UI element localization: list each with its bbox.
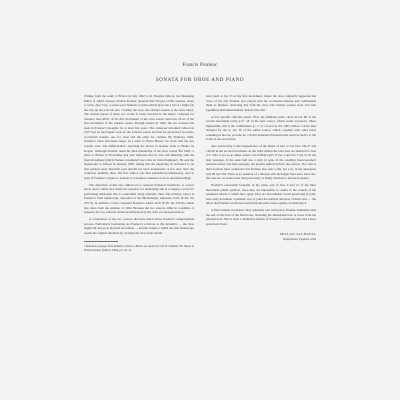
paragraph: A comparison of the two sources discloses much about Poulenc's compositional process. Particularly fascinating are Poulenc's revisions to the dynamics — the oboe begins mf and pp in the final movement — and the extent to which the later manuscript assists the original intention by carrying the oboe from certain	[84, 217, 194, 235]
paragraph: The objectives of this new edition are to reassess Poulenc's intentions, to correct errors and to refine and clarify the notation, for underlying aim is to supply a score for performing musicians that is constrained along scholarly lines. The primary source is Poulenc's final manuscript, deposited at the Bibliothèque nationale, Paris (F-Pn: ms 23573). In addition, I have consulted Poulenc's earlier draft (F-Pn: ms 23574), which also dates from the summer of 1962. Because the two sources differ in a number of respects, the few editorial decisions influenced by the draft are discussed below.	[84, 182, 194, 215]
composer-name: Francis Poulenc	[182, 63, 218, 68]
paragraph: A few specific editorial points. First, the fishhand piano chord in bar 68 of the second movement reads g'-d'', a#' in the later source, which seems erroneous. More implausible still is the combination g', c'' of octaval in the 1963 edition. I have thus changed for the g', a#', f#' of the earlier source, which, together with other notes sounding in the bar, provide for a B-flat dominant thirteenth that resolves neatly to the E-flat in the second bar.	[206, 114, 316, 142]
document-title: SONATA FOR OBOE AND PIANO	[155, 78, 245, 83]
paragraph: Also noteworthy is the reappearance of the music of bars 2-3 in bars 136-37 and 140-46 in the second movement. In the 1963 edition the later bars are identical to bars 2-3. This is not so in either source: the lefthand g#'s of bar 2 and bar 3 are b's in the later passages. It the same half has a sixty in spite of the resulting 'unaccustomed' between earlier and later passages, the present edition follows the sources. Not only is their notation have connected, but Poulenc also uses a-flat, not a b), in the analogous bars 89 and 182. There is no question of a misstep with the ledger lines here, since the-flat tone are on notes lower than previously, is firmly attached to the harsh texture.	[206, 144, 316, 181]
paragraph: A final remark on phrases: they ordinarily end with notes; Poulenc habitually ends the slur on the first of the final notes, including the subsequent note or notes from the phrased note. This is such a distinctive feature of Poulenc's notational style that I have preserved it here.	[206, 208, 316, 226]
footnote: ¹ Reference passages from Poulenc's letters to Bernac are quoted in Carl B. Schmidt, The Music of Francis Poulenc (Oxford, 1995), pp. 511-12.	[84, 245, 194, 252]
signature-place: Stoppenham, England, 2004	[283, 236, 316, 241]
right-column	[206, 94, 316, 241]
signature-name: MILLAN SACHANIA	[279, 232, 316, 237]
left-column	[84, 94, 194, 252]
paragraph: bars (such as bar 25 in the first movement, where the oboe originally supported the voice of bar 20). Poulenc also played with the woodwind textures and commanded them to flutterer, observing that both the oboe and clarinet sonatas were 'très loin (qualifiés) instrumentalement. Pensez très clair'.	[206, 94, 316, 112]
paragraph: Writing from the south of France in July 1962 to R. Douglas Gibson, the Managing Editor of J.&W. Chester, Francis Poulenc reported that 'I'm just a trifle anxious, about to write, dare I say, a sonata pour hautbois et piano which gives me a bit of a fright (on the way up the pole I'm also 'cooking' the oboe and clarinet sonatas at the same time)'. The desired pieces of these two works is easily detected in the music: company for instance, here #8.51 of the first movement of the oboe sonata with bars 18-41 of the first movement of the clarinet sonata. Though written in 1962, the two sonatas had been in Poulenc's thoughts for at least five years. The composer informed Gibson in 1957 that he had begun work on the bassoon sonata and that he envisioned two more woodwind sonatas, one for oboe and the other for clarinet. By February 1962, Poulenc's ideas had taken shape. In a letter to Pierre Bernac, he wrote that the two sonatas were 'très différenciées', depicting the places in another letter to Benno its Kogan: 'Although Poulenc dated the final manuscript of the oboe sonata 'Été 1962', a letter to Bernac in November that year indicates that he was still tinkering with the final movement (which Poulenc considered 'one come de chant liturgique'). He sent the manuscript to Gibson in January 1963, asking that the engraving be entrusted to 'an first greatest away musicien pour devenir les notes dorénavant'. A few days later, the composer suddenly died. The first edition was thus published posthumously, and, in spite of Poulenc's request to Gibson, it contained a number of errors and misreadings.	[84, 94, 194, 180]
footnote-divider	[84, 241, 118, 242]
paragraph: Poulenc's reasonable footprint in the piano part of bars 9 and 15 of the third movement (small symbols, since they are impossible to realize in the context of the sustained chords to which they apply. They are nevertheless worth preserving in print, since they document a pianistic way to point the musical direction of these bars — the effect that Poulenc would have heard had the piano been capable of achieving it.	[206, 183, 316, 206]
